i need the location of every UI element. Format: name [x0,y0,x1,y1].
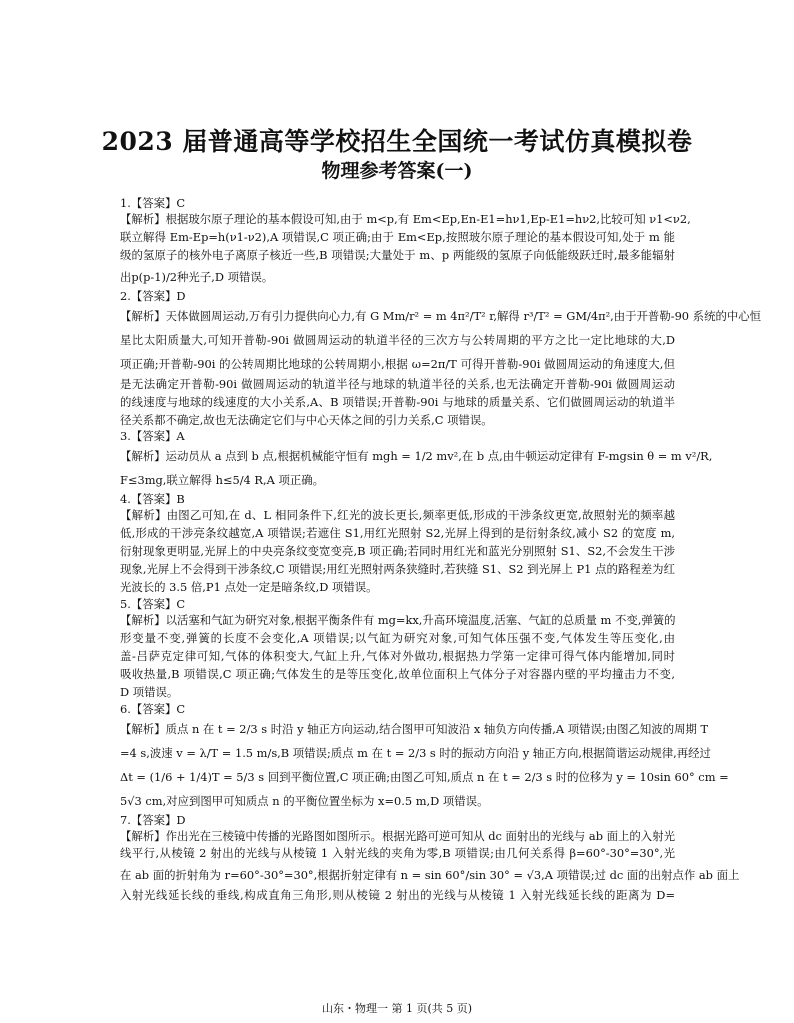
answer-label: 3.【答案】A [120,429,185,444]
answer-label: 6.【答案】C [120,701,186,716]
question-5 [120,597,675,702]
explanation-line: 【解析】质点 n 在 t = 2/3 s 时沿 y 轴正方向运动,结合图甲可知波沿 x 轴负方向传播,A 项错误;由图乙知波的周期 T [120,721,709,736]
explanation-line: 入射光线延长线的垂线,构成直角三角形,则从棱镜 2 射出的光线与从棱镜 1 入射光线延长线的距离为 D= [120,888,675,903]
answer-label: 5.【答案】C [120,596,186,611]
explanation-line: Δt = (1/6 + 1/4)T = 5/3 s 回到平衡位置,C 项正确;由图乙可知,质点 n 在 t = 2/3 s 时的位移为 y = 10sin 60° cm = [120,769,729,784]
explanation-line: 【解析】作出光在三棱镜中传播的光路图如图所示。根据光路可逆可知从 dc 面射出的光线与 ab 面上的入射光 [120,828,675,843]
explanation-line: 星比太阳质量大,可知开普勒-90i 做圆周运动的轨道半径的三次方与公转周期的平方之比一定比地球的大,D [120,332,675,347]
question-1 [120,196,691,289]
question-6 [120,701,729,813]
answer-label: 4.【答案】B [120,492,185,507]
exam-title: 2023 届普通高等学校招生全国统一考试仿真模拟卷 [101,127,693,156]
explanation-line: 【解析】根据玻尔原子理论的基本假设可知,由于 m<p,有 Em<Ep,En-E1=hν1,Ep-E1=hν2,比较可知 ν1<ν2, [120,212,691,226]
explanation-line: 径关系都不确定,故也无法确定它们与中心天体之间的引力关系,C 项错误。 [120,412,493,427]
explanation-line: 光波长的 3.5 倍,P1 点处一定是暗条纹,D 项错误。 [120,580,378,595]
explanation-line: 的线速度与地球的线速度的大小关系,A、B 项错误;开普勒-90i 与地球的质量关系、它们做圆周运动的轨道半 [120,394,675,409]
explanation-line: 【解析】运动员从 a 点到 b 点,根据机械能守恒有 mgh = 1/2 mv²,在 b 点,由牛顿运动定律有 F-mgsin θ = m v²/R, [120,449,713,464]
explanation-line: 线平行,从棱镜 2 射出的光线与从棱镜 1 入射光线的夹角为零,B 项错误;由几何关系得 β=60°-30°=30°,光 [120,846,675,861]
explanation-line: 吸收热量,B 项错误,C 项正确;气体发生的是等压变化,故单位面积上气体分子对容器内壁的平均撞击力不变, [120,666,675,681]
answer-label: 1.【答案】C [120,196,186,210]
question-3 [120,429,713,492]
explanation-line: 盖-吕萨克定律可知,气体的体积变大,气缸上升,气体对外做功,根据热力学第一定律可得气体内能增加,同时 [120,648,675,663]
explanation-line: 【解析】以活塞和气缸为研究对象,根据平衡条件有 mg=kx,升高环境温度,活塞、气缸的总质量 m 不变,弹簧的 [120,612,676,627]
explanation-line: D 项错误。 [120,684,179,699]
explanation-line: 衍射现象更明显,光屏上的中央亮条纹变宽变亮,B 项正确;若同时用红光和蓝光分别照射 S1、S2,不会发生干涉 [120,544,675,559]
explanation-line: 出p(p-1)/2种光子,D 项错误。 [120,269,274,284]
explanation-line: =4 s,波速 v = λ/T = 1.5 m/s,B 项错误;质点 m 在 t = 2/3 s 时的振动方向沿 y 轴正方向,根据简谐运动规律,再经过 [120,745,711,760]
explanation-line: 【解析】由图乙可知,在 d、L 相同条件下,红光的波长更长,频率更低,形成的干涉条纹更宽,故照射光的频率越 [120,508,675,523]
explanation-line: 低,形成的干涉亮条纹越宽,A 项错误;若遮住 S1,用红光照射 S2,光屏上得到的是衍射条纹,减小 S2 的宽度 m, [120,526,675,541]
answer-label: 2.【答案】D [120,288,186,303]
question-7 [120,812,740,906]
explanation-line: 形变量不变,弹簧的长度不会变化,A 项错误;以气缸为研究对象,可知气体压强不变,气体发生等压变化,由 [120,630,675,645]
answer-key-subtitle: 物理参考答案(一) [321,160,473,182]
explanation-line: 5√3 cm,对应到图甲可知质点 n 的平衡位置坐标为 x=0.5 m,D 项错误。 [120,793,489,808]
answer-label: 7.【答案】D [120,812,186,827]
explanation-line: 【解析】天体做圆周运动,万有引力提供向心力,有 G Mm/r² = m 4π²/T² r,解得 r³/T² = GM/4π²,由于开普勒-90 系统的中心恒 [120,308,762,323]
explanation-line: 在 ab 面的折射角为 r=60°-30°=30°,根据折射定律有 n = sin 60°/sin 30° = √3,A 项错误;过 dc 面的出射点作 ab 面上 [120,868,740,883]
question-4 [120,492,675,597]
explanation-line: 级的氢原子的核外电子离原子核近一些,B 项错误;大量处于 m、p 两能级的氢原子向低能级跃迁时,最多能辐射 [120,247,675,262]
page-footer: 山东・物理一 第 1 页(共 5 页) [321,1002,473,1015]
explanation-line: 项正确;开普勒-90i 的公转周期比地球的公转周期小,根据 ω=2π/T 可得开普勒-90i 做圆周运动的角速度大,但 [120,356,675,371]
explanation-line: 联立解得 Em-Ep=h(ν1-ν2),A 项错误,C 项正确;由于 Em<Ep,按照玻尔原子理论的基本假设可知,处于 m 能 [120,229,675,244]
explanation-line: 是无法确定开普勒-90i 做圆周运动的轨道半径与地球的轨道半径的关系,也无法确定开普勒-90i 做圆周运动 [120,376,675,391]
explanation-line: F≤3mg,联立解得 h≤5/4 R,A 项正确。 [120,473,325,488]
explanation-line: 现象,光屏上不会得到干涉条纹,C 项错误;用红光照射两条狭缝时,若狭缝 S1、S2 到光屏上 P1 点的路程差为红 [120,562,675,577]
answers-body [120,196,762,905]
question-2 [120,288,762,430]
